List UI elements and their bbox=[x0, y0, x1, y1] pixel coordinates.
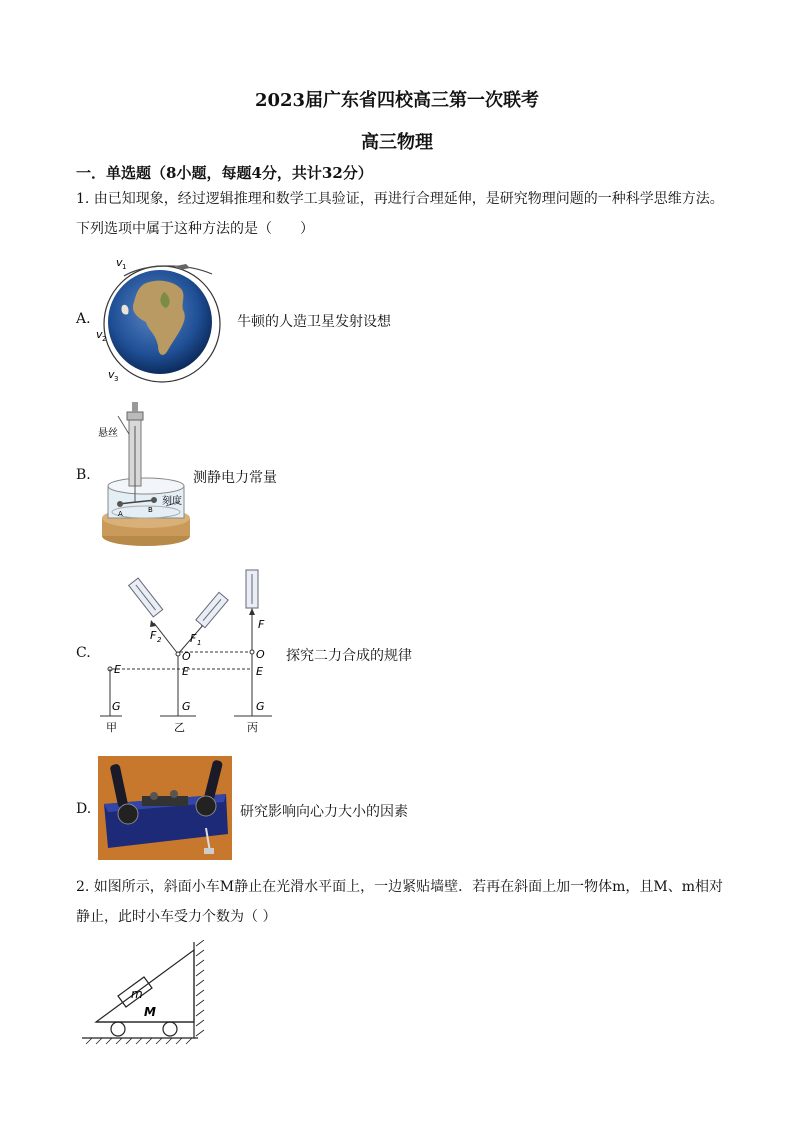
q2-stem-line2: 静止，此时小车受力个数为（ ） bbox=[76, 909, 277, 925]
svg-text:3: 3 bbox=[114, 375, 119, 383]
svg-text:m: m bbox=[131, 987, 143, 1001]
option-d-letter: D. bbox=[76, 801, 92, 817]
svg-text:1: 1 bbox=[197, 639, 202, 647]
svg-text:E: E bbox=[182, 665, 189, 678]
svg-text:v: v bbox=[116, 256, 123, 269]
option-b-letter: B. bbox=[76, 467, 91, 483]
section-heading: 一．单选题（8小题，每题4分，共计32分） bbox=[76, 164, 373, 182]
svg-text:F: F bbox=[258, 618, 265, 631]
earth-satellite-figure bbox=[94, 252, 234, 384]
svg-text:v: v bbox=[108, 368, 115, 381]
svg-text:甲: 甲 bbox=[106, 721, 117, 734]
svg-text:O: O bbox=[182, 650, 191, 663]
option-a-letter: A. bbox=[76, 311, 91, 327]
centripetal-apparatus-photo bbox=[98, 756, 232, 860]
svg-text:E: E bbox=[256, 665, 263, 678]
option-c-caption: 探究二力合成的规律 bbox=[286, 648, 412, 664]
page-title: 2023届广东省四校高三第一次联考 bbox=[254, 90, 540, 111]
svg-text:2: 2 bbox=[102, 335, 107, 343]
svg-text:G: G bbox=[256, 700, 265, 713]
page-subtitle: 高三物理 bbox=[361, 132, 433, 153]
incline-cart-figure bbox=[78, 940, 208, 1050]
q2-stem-line1: 2. 如图所示，斜面小车M静止在光滑水平面上，一边紧贴墙壁．若再在斜面上加一物体m，且M、m相对 bbox=[76, 879, 724, 895]
svg-text:1: 1 bbox=[122, 263, 127, 271]
svg-text:M: M bbox=[144, 1005, 156, 1019]
svg-text:G: G bbox=[182, 700, 191, 713]
q1-stem-line1: 1. 由已知现象，经过逻辑推理和数学工具验证，再进行合理延伸，是研究物理问题的一种科学思维方法。 bbox=[76, 191, 724, 207]
svg-text:G: G bbox=[112, 700, 121, 713]
svg-text:O: O bbox=[256, 648, 265, 661]
svg-text:丙: 丙 bbox=[247, 721, 258, 734]
svg-text:F: F bbox=[190, 632, 197, 645]
option-a-caption: 牛顿的人造卫星发射设想 bbox=[237, 314, 391, 330]
option-c-letter: C. bbox=[76, 645, 91, 661]
svg-text:乙: 乙 bbox=[174, 721, 185, 734]
torsion-balance-figure bbox=[96, 396, 196, 550]
svg-text:A: A bbox=[118, 510, 123, 518]
svg-text:悬丝: 悬丝 bbox=[98, 428, 118, 439]
option-b-caption: 测静电力常量 bbox=[193, 470, 277, 486]
svg-text:2: 2 bbox=[157, 636, 162, 644]
option-d-caption: 研究影响向心力大小的因素 bbox=[240, 804, 408, 820]
svg-text:v: v bbox=[96, 328, 103, 341]
svg-text:E: E bbox=[114, 663, 121, 676]
svg-text:刻度: 刻度 bbox=[162, 496, 182, 507]
force-composition-figure bbox=[100, 568, 280, 736]
svg-text:F: F bbox=[150, 629, 157, 642]
q1-stem-line2: 下列选项中属于这种方法的是（ ） bbox=[76, 221, 314, 237]
svg-text:B: B bbox=[148, 506, 153, 514]
